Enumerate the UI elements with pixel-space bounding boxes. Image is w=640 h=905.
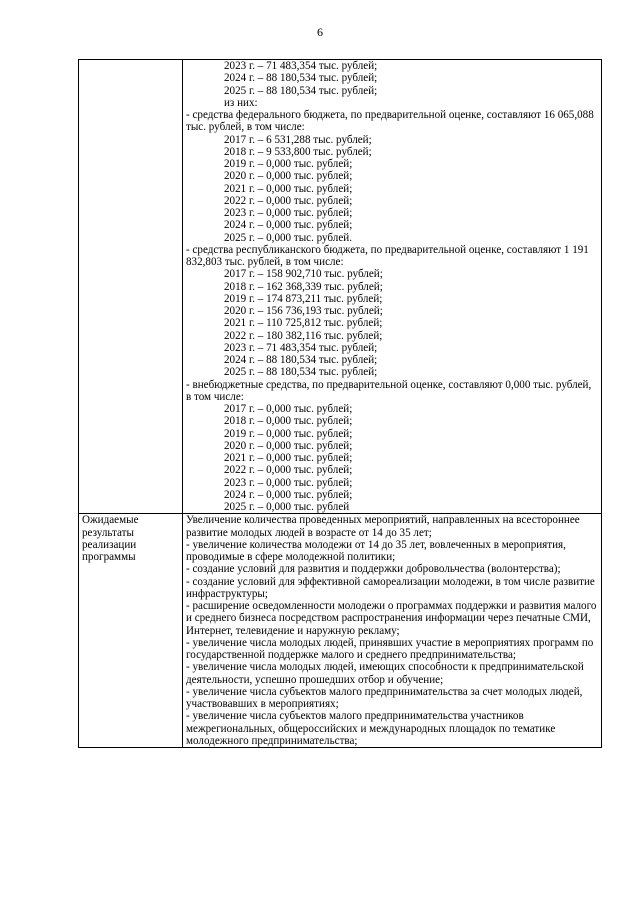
expected-results-content: [183, 514, 602, 748]
year-line: 2018 г. – 0,000 тыс. рублей;: [224, 415, 353, 428]
expected-results-label: [79, 514, 183, 748]
year-line: 2017 г. – 6 531,288 тыс. рублей;: [224, 133, 372, 146]
federal-years-list: [186, 134, 598, 244]
year-line: 2025 г. – 0,000 тыс. рублей.: [224, 231, 352, 244]
funding-row: [79, 60, 602, 514]
result-item: - создание условий для эффективной самореализации молодежи, в том числе развитие инфраструктуры;: [186, 575, 595, 600]
offbudget-years-list: [186, 403, 598, 513]
result-item: - создание условий для развития и поддержки добровольчества (волонтерства);: [186, 563, 561, 576]
republic-years-list: [186, 268, 598, 378]
result-item: Увеличение количества проведенных мероприятий, направленных на всестороннее развитие молодых людей в возрасте от 14 до 35 лет;: [186, 514, 580, 539]
label-line: реализации: [82, 538, 137, 551]
year-line: 2019 г. – 0,000 тыс. рублей;: [224, 158, 353, 170]
year-line: 2020 г. – 0,000 тыс. рублей;: [224, 170, 353, 183]
year-line: 2020 г. – 156 736,193 тыс. рублей;: [224, 305, 383, 317]
funding-label-cell: [79, 60, 183, 514]
republic-budget-intro: - средства республиканского бюджета, по предварительной оценке, составляют 1 191 832,803 тыс. рублей, в том числе:: [186, 243, 589, 268]
year-line: 2021 г. – 0,000 тыс. рублей;: [224, 182, 353, 195]
year-line: 2025 г. – 0,000 тыс. рублей: [224, 501, 350, 513]
label-line: программы: [82, 551, 136, 563]
label-line: Ожидаемые: [82, 514, 139, 527]
page-number: 6: [317, 25, 323, 39]
year-line: 2017 г. – 158 902,710 тыс. рублей;: [224, 268, 383, 281]
expected-results-row: [79, 514, 602, 748]
year-line: 2024 г. – 0,000 тыс. рублей;: [224, 488, 353, 501]
year-line: 2018 г. – 9 533,800 тыс. рублей;: [224, 145, 372, 158]
offbudget-intro: - внебюджетные средства, по предварительной оценке, составляют 0,000 тыс. рублей, в том числе:: [186, 378, 592, 403]
federal-budget-intro: - средства федерального бюджета, по предварительной оценке, составляют 16 065,088 тыс. рублей, в том числе:: [186, 109, 594, 134]
year-line: 2019 г. – 0,000 тыс. рублей;: [224, 427, 353, 440]
result-item: - увеличение количества молодежи от 14 до 35 лет, вовлеченных в мероприятия, проводимые в сфере молодежной политики;: [186, 538, 566, 563]
result-item: - увеличение числа молодых людей, принявших участие в мероприятиях программ по государственной поддержке малого и среднего предпринимательства;: [186, 636, 594, 661]
funding-content-cell: [183, 60, 602, 514]
year-line: 2022 г. – 0,000 тыс. рублей;: [224, 194, 353, 207]
label-line: результаты: [82, 526, 134, 539]
year-line: 2025 г. – 88 180,534 тыс. рублей;: [224, 366, 378, 379]
total-years-list: [186, 60, 598, 109]
year-line: 2017 г. – 0,000 тыс. рублей;: [224, 403, 353, 415]
result-item: - расширение осведомленности молодежи о программах поддержки и развития малого и среднего бизнеса посредством распространения информации через печатные СМИ, Интернет, телевидение и наружную рекламу;: [186, 600, 597, 637]
year-line: 2023 г. – 0,000 тыс. рублей;: [224, 207, 353, 219]
year-line: 2025 г. – 88 180,534 тыс. рублей;: [224, 84, 378, 97]
year-line: 2023 г. – 71 483,354 тыс. рублей;: [224, 341, 378, 354]
year-line: 2024 г. – 88 180,534 тыс. рублей;: [224, 354, 378, 366]
year-line: 2024 г. – 88 180,534 тыс. рублей;: [224, 72, 378, 85]
program-passport-table: [78, 59, 602, 748]
result-item: - увеличение числа субъектов малого предпринимательства участников межрегиональных, общероссийских и международных площадок по тематике молодежного предпринимательства;: [186, 710, 556, 747]
year-line: 2021 г. – 0,000 тыс. рублей;: [224, 452, 353, 464]
year-line: 2022 г. – 0,000 тыс. рублей;: [224, 464, 353, 477]
year-line: 2020 г. – 0,000 тыс. рублей;: [224, 439, 353, 452]
of-them-label: из них:: [224, 96, 258, 109]
result-item: - увеличение числа субъектов малого предпринимательства за счет молодых людей, участвовавших в мероприятиях;: [186, 685, 583, 710]
year-line: 2021 г. – 110 725,812 тыс. рублей;: [224, 317, 383, 330]
year-line: 2022 г. – 180 382,116 тыс. рублей;: [224, 329, 383, 342]
year-line: 2018 г. – 162 368,339 тыс. рублей;: [224, 280, 383, 293]
year-line: 2023 г. – 71 483,354 тыс. рублей;: [224, 60, 378, 72]
year-line: 2023 г. – 0,000 тыс. рублей;: [224, 476, 353, 489]
year-line: 2024 г. – 0,000 тыс. рублей;: [224, 219, 353, 232]
result-item: - увеличение числа молодых людей, имеющих способности к предпринимательской деятельности, успешно прошедших отбор и обучение;: [186, 661, 584, 686]
year-line: 2019 г. – 174 873,211 тыс. рублей;: [224, 292, 383, 305]
